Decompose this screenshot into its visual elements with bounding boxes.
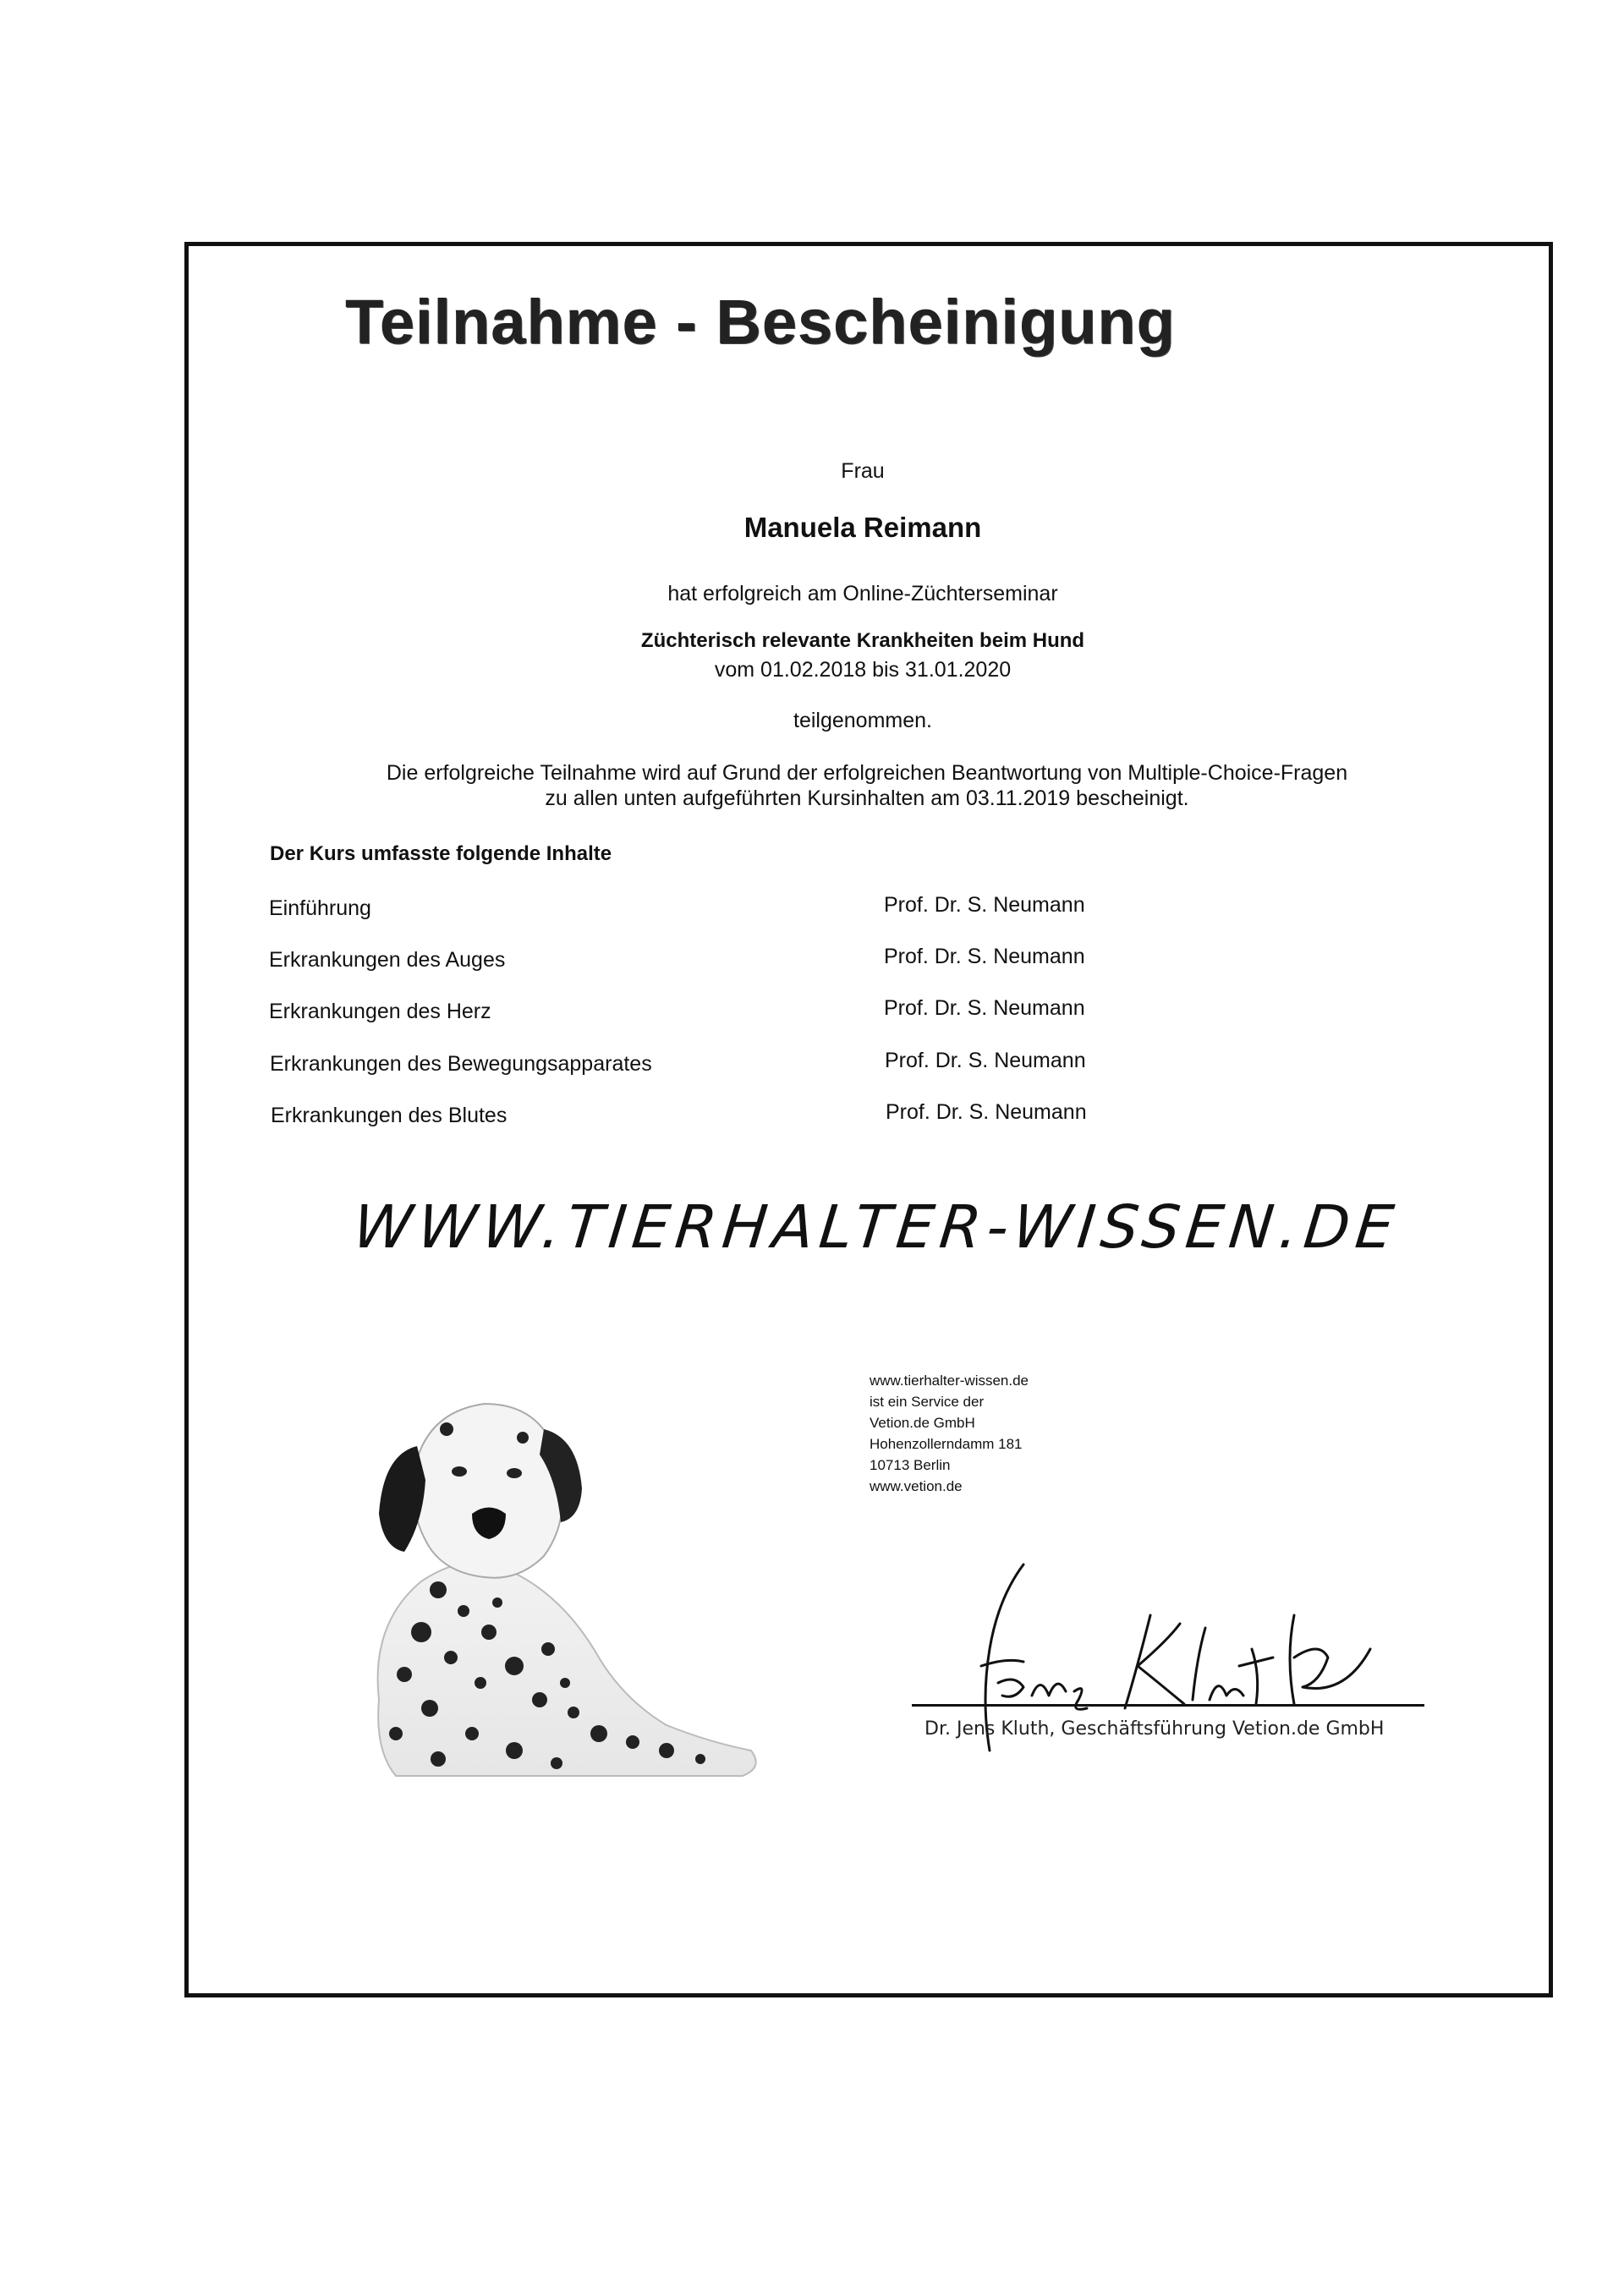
website-logo: WWW.TIERHALTER-WISSEN.DE <box>349 1192 1403 1262</box>
course-item <box>269 996 1115 1028</box>
salutation: Frau <box>841 459 885 483</box>
participated-text: teilgenommen. <box>793 709 932 732</box>
service-line: ist ein Service der <box>870 1394 985 1410</box>
service-line: Hohenzollerndamm 181 <box>870 1436 1023 1452</box>
course-lecturer: Prof. Dr. S. Neumann <box>886 1100 1087 1124</box>
course-item <box>269 893 1115 925</box>
course-title: Züchterisch relevante Krankheiten beim Hund <box>640 629 1085 652</box>
course-topic: Erkrankungen des Blutes <box>271 1104 508 1127</box>
service-line: www.tierhalter-wissen.de <box>870 1373 1029 1389</box>
service-line: Vetion.de GmbH <box>870 1415 975 1431</box>
confirmation-line-2: zu allen unten aufgeführten Kursinhalten am 03.11.2019 bescheinigt. <box>545 786 1189 810</box>
course-lecturer: Prof. Dr. S. Neumann <box>885 1049 1086 1072</box>
course-item <box>271 1100 1116 1132</box>
course-period: vom 01.02.2018 bis 31.01.2020 <box>714 658 1012 682</box>
course-item <box>269 945 1115 977</box>
service-info <box>870 1370 1029 1497</box>
course-topic: Erkrankungen des Auges <box>269 948 506 972</box>
signature-caption: Dr. Jens Kluth, Geschäftsführung Vetion.de GmbH <box>924 1718 1385 1740</box>
course-topic: Einführung <box>269 896 371 920</box>
contents-heading: Der Kurs umfasste folgende Inhalte <box>270 842 612 865</box>
certificate-title: Teilnahme - Bescheinigung <box>345 287 1176 357</box>
intro-text: hat erfolgreich am Online-Züchterseminar <box>667 582 1058 606</box>
course-lecturer: Prof. Dr. S. Neumann <box>884 945 1085 968</box>
signature-line <box>912 1704 1424 1707</box>
service-line: www.vetion.de <box>870 1478 963 1494</box>
course-topic: Erkrankungen des Herz <box>269 1000 491 1023</box>
dalmatian-image <box>345 1378 768 1784</box>
course-item <box>270 1049 1116 1081</box>
course-lecturer: Prof. Dr. S. Neumann <box>884 996 1085 1020</box>
course-lecturer: Prof. Dr. S. Neumann <box>884 893 1085 917</box>
confirmation-line-1: Die erfolgreiche Teilnahme wird auf Grund der erfolgreichen Beantwortung von Multiple-Choice-Fragen <box>386 761 1348 785</box>
service-line: 10713 Berlin <box>870 1457 951 1473</box>
course-topic: Erkrankungen des Bewegungsapparates <box>270 1052 652 1076</box>
participant-name: Manuela Reimann <box>743 512 982 543</box>
